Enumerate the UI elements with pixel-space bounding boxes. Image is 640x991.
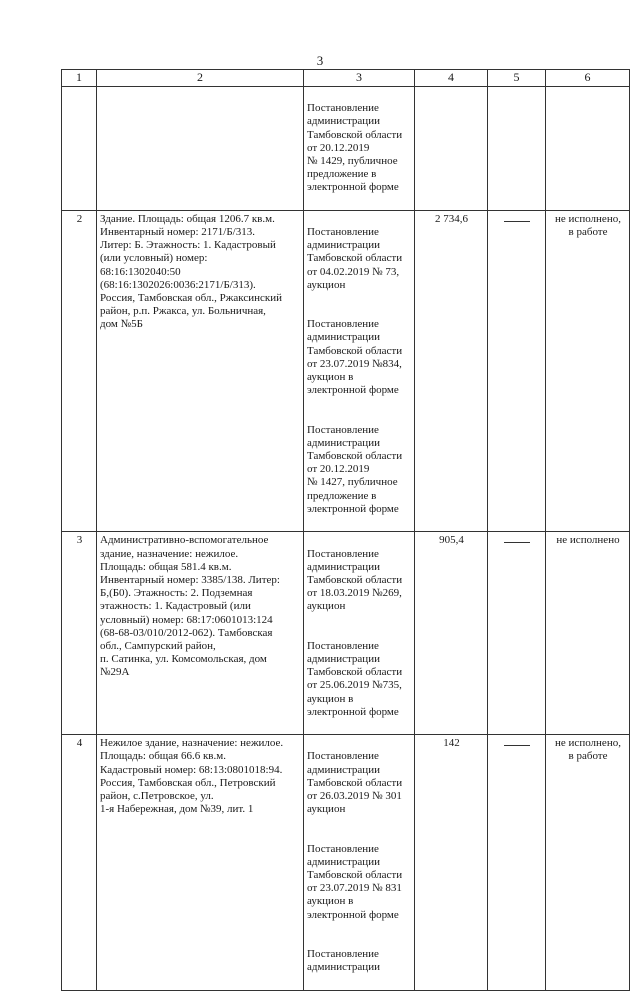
row-number: 4 [62,735,97,990]
decree-entry: Постановление администрации Тамбовской области от 20.12.2019 № 1429, публичное предложение в электронной форме [307,102,403,194]
area-value [415,87,488,211]
column-header: 6 [546,70,630,87]
decree-entry: Постановление администрации Тамбовской области от 20.12.2019 № 1427, публичное предложение в электронной форме [307,423,403,515]
page-number: 3 [316,53,324,68]
dash-mark [504,737,530,746]
status-cell: не исполнено, в работе [546,210,630,531]
decree-entry: Постановление администрации Тамбовской области от 04.02.2019 № 73, аукцион [307,226,403,291]
legal-documents [304,735,415,990]
decree-entry: Постановление администрации Тамбовской области от 25.06.2019 №735, аукцион в электронной форме [307,639,403,718]
dash-mark [504,213,530,222]
property-description [97,87,304,211]
dash-mark [504,534,530,543]
property-table [61,69,630,991]
column-header: 2 [97,70,304,87]
column-header: 4 [415,70,488,87]
column-header: 1 [62,70,97,87]
status-cell: не исполнено, в работе [546,735,630,990]
row-number: 3 [62,532,97,735]
area-value: 905,4 [415,532,488,735]
status-cell: не исполнено [546,532,630,735]
table-row [62,735,630,990]
decree-entry: Постановление администрации Тамбовской области от 23.07.2019 №834, аукцион в электронной форме [307,318,403,397]
column-header: 5 [488,70,546,87]
property-description: Административно-вспомогательное здание, назначение: нежилое. Площадь: общая 581.4 кв.м. Инвентарный номер: 3385/138. Литер: Б,(Б0). Этажность: 2. Подземная этажность: 1. Кадастровый (или условный) номер: 68:17:0601013:124 (68-68-03/010/2012-062). Тамбовская обл., Сампурский район, п. Сатинка, ул. Комсомольская, дом №29А [97,532,304,735]
decree-entry: Постановление администрации [307,947,380,974]
property-description: Нежилое здание, назначение: нежилое. Площадь: общая 66.6 кв.м. Кадастровый номер: 68:13:0801018:94. Россия, Тамбовская обл., Петровский район, с.Петровское, ул. 1-я Набережная, дом №39, лит. 1 [97,735,304,990]
decree-entry: Постановление администрации Тамбовской области от 18.03.2019 №269, аукцион [307,547,403,613]
status-cell [546,87,630,211]
legal-documents [304,87,415,211]
decree-entry: Постановление администрации Тамбовской области от 23.07.2019 № 831 аукцион в электронной форме [307,842,403,921]
col5-cell [488,87,546,211]
legal-documents [304,532,415,735]
legal-documents [304,210,415,531]
area-value: 142 [415,735,488,990]
col5-cell [488,210,546,531]
column-header: 3 [304,70,415,87]
table-row [62,87,630,211]
row-number [62,87,97,211]
area-value: 2 734,6 [415,210,488,531]
table-header-row [62,70,630,87]
col5-cell [488,532,546,735]
decree-entry: Постановление администрации Тамбовской области от 26.03.2019 № 301 аукцион [307,750,403,816]
row-number: 2 [62,210,97,531]
col5-cell [488,735,546,990]
property-description: Здание. Площадь: общая 1206.7 кв.м. Инвентарный номер: 2171/Б/313. Литер: Б. Этажность: 1. Кадастровый (или условный) номер: 68:16:1302040:50 (68:16:1302026:0036:2171/Б/313). Россия, Тамбовская обл., Ржаксинский район, р.п. Ржакса, ул. Больничная, дом №5Б [97,210,304,531]
table-row [62,210,630,531]
table-row [62,532,630,735]
